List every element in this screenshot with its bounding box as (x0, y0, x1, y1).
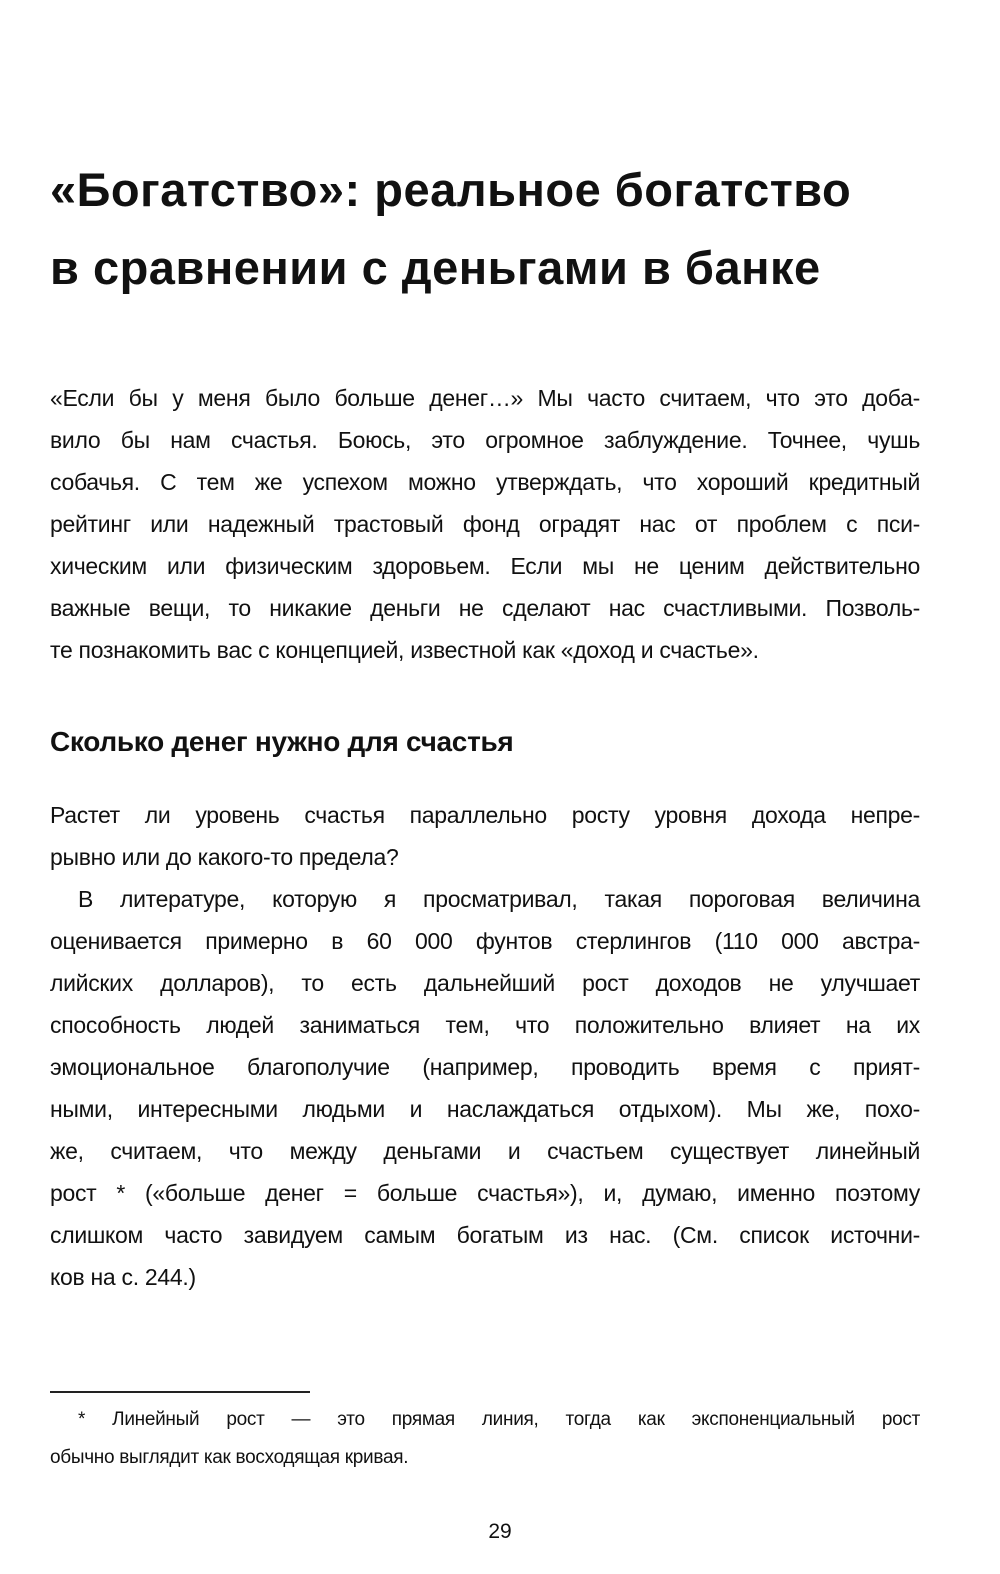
text-line: ными, интересными людьми и наслаждаться отдыхом). Мы же, похо- (50, 1096, 920, 1122)
text-line: слишком часто завидуем самым богатым из нас. (См. список источни- (50, 1222, 920, 1248)
text-line: В литературе, которую я просматривал, такая пороговая величина (78, 886, 920, 912)
text-line: важные вещи, то никакие деньги не сделают нас счастливыми. Позволь- (50, 595, 920, 621)
text-line: способность людей заниматься тем, что положительно влияет на их (50, 1012, 920, 1038)
text-line: рост * («больше денег = больше счастья»), и, думаю, именно поэтому (50, 1180, 920, 1206)
text-line: «Если бы у меня было больше денег…» Мы часто считаем, что это доба- (50, 385, 920, 411)
text-line: рывно или до какого-то предела? (50, 844, 399, 870)
text-line: хическим или физическим здоровьем. Если мы не ценим действительно (50, 553, 920, 579)
footnote-divider (50, 1391, 310, 1393)
text-line: ков на с. 244.) (50, 1264, 196, 1290)
footnote-line: * Линейный рост — это прямая линия, тогда как экспоненциальный рост (78, 1409, 920, 1430)
section-heading: Сколько денег нужно для счастья (50, 726, 514, 757)
text-line: эмоциональное благополучие (например, проводить время с прият- (50, 1054, 920, 1080)
text-line: лийских долларов), то есть дальнейший рост доходов не улучшает (50, 970, 920, 996)
page-number: 29 (488, 1520, 512, 1543)
text-line: те познакомить вас с концепцией, известной как «доход и счастье». (50, 637, 759, 663)
text-line: же, считаем, что между деньгами и счастьем существует линейный (50, 1138, 920, 1164)
text-line: вило бы нам счастья. Боюсь, это огромное заблуждение. Точнее, чушь (50, 427, 920, 453)
text-line: оценивается примерно в 60 000 фунтов стерлингов (110 000 австра- (50, 928, 920, 954)
footnote-line: обычно выглядит как восходящая кривая. (50, 1447, 409, 1468)
text-line: собачья. С тем же успехом можно утверждать, что хороший кредитный (50, 469, 920, 495)
title-line: «Богатство»: реальное богатство (50, 163, 852, 216)
title-line: в сравнении с деньгами в банке (50, 241, 821, 294)
text-line: рейтинг или надежный трастовый фонд оградят нас от проблем с пси- (50, 511, 920, 537)
text-line: Растет ли уровень счастья параллельно росту уровня дохода непре- (50, 802, 920, 828)
